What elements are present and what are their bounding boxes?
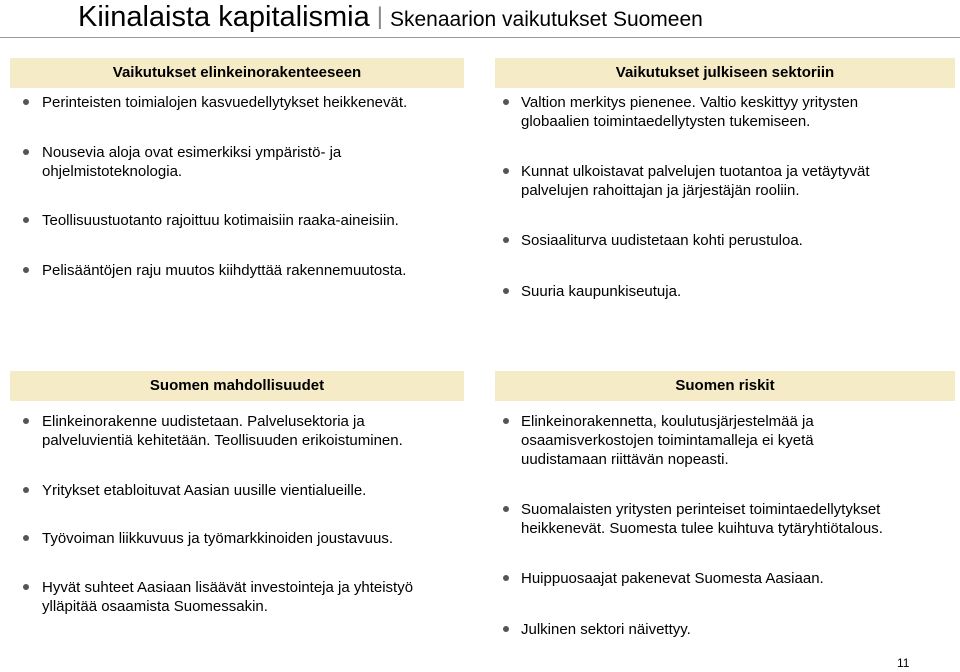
bullet-icon bbox=[23, 99, 29, 105]
bullet-icon bbox=[23, 217, 29, 223]
bullet-icon bbox=[503, 99, 509, 105]
item-line: ohjelmistoteknologia. bbox=[42, 163, 183, 180]
title-separator: | bbox=[376, 3, 383, 30]
list-item bbox=[521, 500, 951, 538]
item-line: Nousevia aloja ovat esimerkiksi ympäristö- ja bbox=[42, 144, 342, 161]
list-item bbox=[42, 578, 462, 616]
panel-risks bbox=[495, 371, 955, 638]
item-line: Teollisuustuotanto rajoittuu kotimaisiin raaka-aineisiin. bbox=[42, 212, 399, 229]
list-item bbox=[521, 282, 951, 301]
list-item bbox=[521, 162, 951, 200]
list-item bbox=[521, 412, 951, 469]
panel-heading: Suomen riskit bbox=[495, 371, 955, 401]
item-line: Perinteisten toimialojen kasvuedellytykset heikkenevät. bbox=[42, 94, 408, 111]
list-item bbox=[42, 261, 462, 280]
panel-heading: Vaikutukset julkiseen sektoriin bbox=[495, 58, 955, 88]
list-item bbox=[521, 93, 951, 131]
page-number: 11 bbox=[897, 656, 910, 670]
bullet-icon bbox=[503, 626, 509, 632]
title-main: Kiinalaista kapitalismia bbox=[78, 1, 370, 33]
bullet-icon bbox=[23, 418, 29, 424]
list-item bbox=[42, 211, 462, 230]
list-item bbox=[42, 481, 462, 500]
bullet-icon bbox=[503, 418, 509, 424]
list-item bbox=[521, 620, 951, 639]
panel-public-sector bbox=[495, 58, 955, 300]
item-line: Julkinen sektori näivettyy. bbox=[521, 621, 691, 638]
list-item bbox=[521, 231, 951, 250]
item-line: uudistamaan riittävän nopeasti. bbox=[521, 451, 729, 468]
bullet-icon bbox=[503, 168, 509, 174]
item-line: Valtion merkitys pienenee. Valtio keskittyy yritysten bbox=[521, 94, 859, 111]
item-line: Suomalaisten yritysten perinteiset toimintaedellytykset bbox=[521, 501, 881, 518]
item-line: ylläpitää osaamista Suomessakin. bbox=[42, 598, 268, 615]
item-line: heikkenevät. Suomesta tulee kuihtuva tytäryhtiötalous. bbox=[521, 520, 883, 537]
bullet-icon bbox=[23, 584, 29, 590]
list-item bbox=[42, 529, 462, 548]
bullet-icon bbox=[23, 487, 29, 493]
item-line: Elinkeinorakennetta, koulutusjärjestelmää ja bbox=[521, 413, 814, 430]
slide-title bbox=[78, 0, 703, 34]
panel-heading: Vaikutukset elinkeinorakenteeseen bbox=[10, 58, 464, 88]
bullet-icon bbox=[23, 149, 29, 155]
item-line: Sosiaaliturva uudistetaan kohti perustuloa. bbox=[521, 232, 803, 249]
bullet-icon bbox=[503, 237, 509, 243]
bullet-icon bbox=[23, 535, 29, 541]
bullet-icon bbox=[503, 575, 509, 581]
panel-industry-structure bbox=[10, 58, 464, 279]
item-line: Hyvät suhteet Aasiaan lisäävät investointeja ja yhteistyö bbox=[42, 579, 414, 596]
item-line: Huippuosaajat pakenevat Suomesta Aasiaan. bbox=[521, 570, 824, 587]
item-line: Yritykset etabloituvat Aasian uusille vientialueille. bbox=[42, 482, 367, 499]
item-line: Kunnat ulkoistavat palvelujen tuotantoa ja vetäytyvät bbox=[521, 163, 870, 180]
bullet-icon bbox=[23, 267, 29, 273]
item-line: globaalien toimintaedellytysten tukemiseen. bbox=[521, 113, 811, 130]
list-item bbox=[42, 412, 462, 450]
list-item bbox=[42, 143, 462, 181]
item-line: palveluvientiä kehitetään. Teollisuuden erikoistuminen. bbox=[42, 432, 403, 449]
title-subtitle: Skenaarion vaikutukset Suomeen bbox=[389, 8, 703, 31]
list-item bbox=[521, 569, 951, 588]
item-line: Suuria kaupunkiseutuja. bbox=[521, 283, 682, 300]
item-line: Työvoiman liikkuvuus ja työmarkkinoiden joustavuus. bbox=[42, 530, 393, 547]
bullet-icon bbox=[503, 288, 509, 294]
list-item bbox=[42, 93, 462, 112]
item-line: palvelujen rahoittajan ja järjestäjän rooliin. bbox=[521, 182, 800, 199]
panel-opportunities bbox=[10, 371, 464, 615]
item-line: Pelisääntöjen raju muutos kiihdyttää rakennemuutosta. bbox=[42, 262, 407, 279]
item-line: osaamisverkostojen toimintamalleja ei kyetä bbox=[521, 432, 814, 449]
panel-heading: Suomen mahdollisuudet bbox=[10, 371, 464, 401]
bullet-icon bbox=[503, 506, 509, 512]
title-rule bbox=[0, 37, 960, 38]
item-line: Elinkeinorakenne uudistetaan. Palvelusektoria ja bbox=[42, 413, 365, 430]
